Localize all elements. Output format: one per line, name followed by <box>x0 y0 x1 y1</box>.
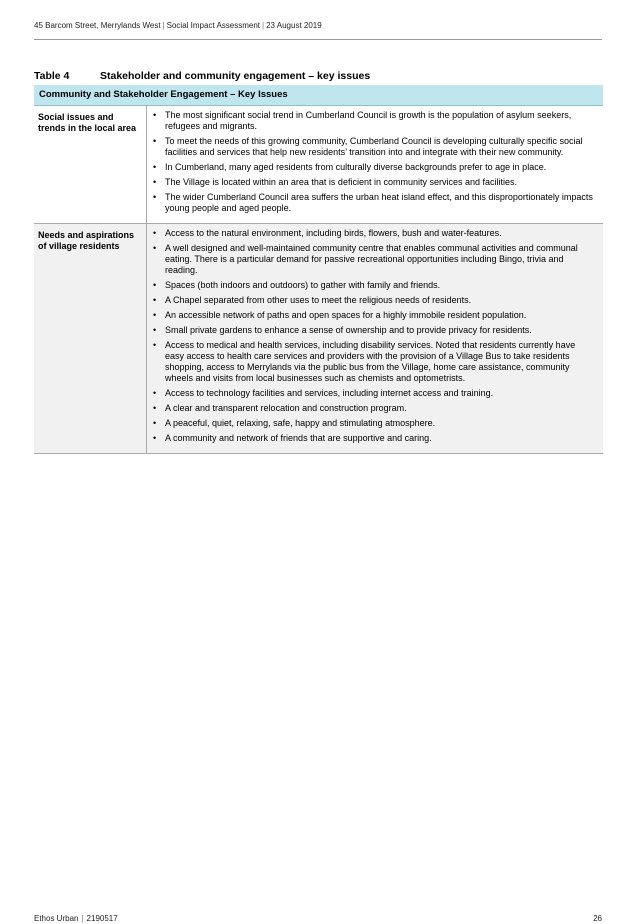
list-item: • A peaceful, quiet, relaxing, safe, happy and stimulating atmosphere. <box>148 418 596 429</box>
table-caption <box>34 70 370 82</box>
table-header-row <box>34 85 603 106</box>
list-item: • Spaces (both indoors and outdoors) to gather with family and friends. <box>148 280 596 291</box>
table-row-social-issues <box>34 106 603 224</box>
list-item: • A Chapel separated from other uses to meet the religious needs of residents. <box>148 295 596 306</box>
list-item: • To meet the needs of this growing community, Cumberland Council is developing culturally specific social facilities and services that help new residents’ transition into and integrate with their new community. <box>148 136 596 158</box>
key-issues-table <box>34 85 603 454</box>
list-item: • In Cumberland, many aged residents from culturally diverse backgrounds prefer to age in place. <box>148 162 596 173</box>
row-content <box>147 106 604 224</box>
footer-company: Ethos Urban <box>34 914 79 923</box>
list-item: • The wider Cumberland Council area suffers the urban heat island effect, and this disproportionately impacts young people and aged people. <box>148 192 596 214</box>
list-item: • A clear and transparent relocation and construction program. <box>148 403 596 414</box>
header-doc-type: Social Impact Assessment <box>166 21 261 30</box>
list-item: • An accessible network of paths and open spaces for a highly immobile resident population. <box>148 310 596 321</box>
row-label: Social issues and trends in the local area <box>34 106 147 224</box>
header-date: 23 August 2019 <box>266 21 322 30</box>
page-footer <box>34 914 602 923</box>
footer-project: 2190517 <box>86 914 118 923</box>
list-item: • Access to the natural environment, including birds, flowers, bush and water-features. <box>148 228 596 239</box>
bullet-list <box>148 225 602 452</box>
list-item: • Small private gardens to enhance a sense of ownership and to provide privacy for residents. <box>148 325 596 336</box>
list-item: • The Village is located within an area that is deficient in community services and facilities. <box>148 177 596 188</box>
table-number: Table 4 <box>34 70 70 82</box>
list-item: • The most significant social trend in Cumberland Council is growth is the population of asylum seekers, refugees and migrants. <box>148 110 596 132</box>
footer-separator: | <box>81 914 84 923</box>
header-address: 45 Barcom Street, Merrylands West <box>34 21 161 30</box>
bullet-list <box>148 107 602 222</box>
table-heading: Community and Stakeholder Engagement – Key Issues <box>34 85 603 106</box>
page-header <box>34 21 602 40</box>
header-separator: | <box>162 21 165 30</box>
row-content <box>147 224 604 454</box>
list-item: • Access to technology facilities and services, including internet access and training. <box>148 388 596 399</box>
header-separator: | <box>262 21 265 30</box>
list-item: • A well designed and well-maintained community centre that enables communal activities and communal eating. There is a particular demand for passive recreational opportunities including Bingo, trivia and reading. <box>148 243 596 276</box>
list-item: • A community and network of friends that are supportive and caring. <box>148 433 596 444</box>
list-item: • Access to medical and health services, including disability services. Noted that residents currently have easy access to health care services and providers with the provision of a Village Bus to take residents shopping, access to Merrylands via the public bus from the Village, home care assistance, community wheels and visits from local businesses such as chemists and optometrists. <box>148 340 596 384</box>
row-label: Needs and aspirations of village residents <box>34 224 147 454</box>
table-title: Stakeholder and community engagement – key issues <box>100 70 371 82</box>
page-number: 26 <box>593 914 602 923</box>
table-row-needs-aspirations <box>34 224 603 454</box>
